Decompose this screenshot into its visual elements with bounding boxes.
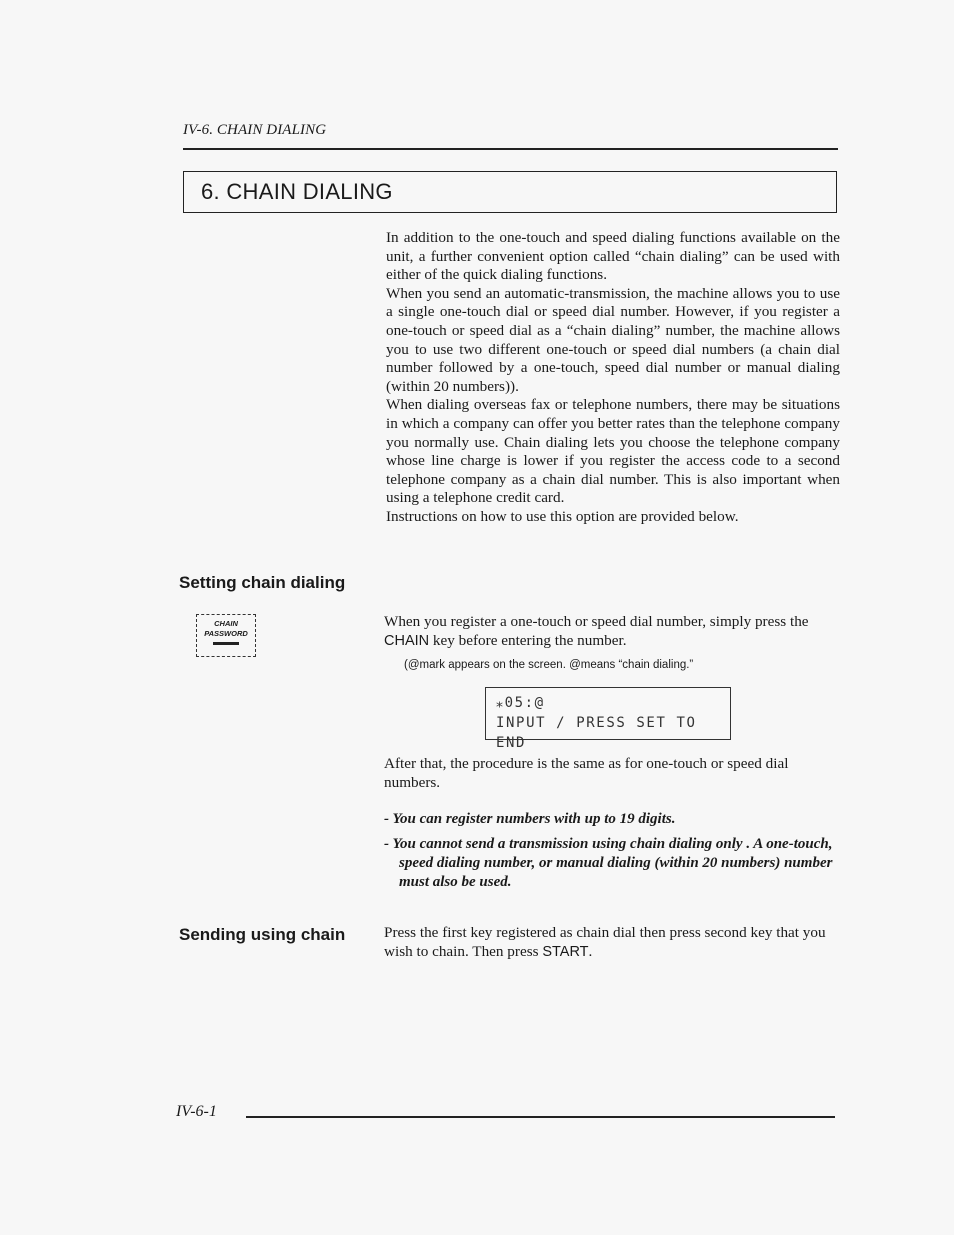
setting-text: [384, 612, 838, 651]
note-item: - You cannot send a transmission using chain dialing only . A one-touch, speed dialing number, or manual dialing (within 20 numbers) number must also be used.: [384, 836, 833, 890]
after-text: After that, the procedure is the same as for one-touch or speed dial numbers.: [384, 755, 789, 791]
intro-paragraph: When dialing overseas fax or telephone numbers, there may be situations in which a company can offer you better rates than the telephone company you normally use. Chain dialing lets you choose the telephone company whose line charge is lower if you register the access code to a second telephone company as a chain dial number. This is also important when using a telephone credit card.: [386, 396, 840, 507]
header-rule: [183, 148, 838, 150]
footer-rule: [246, 1116, 835, 1118]
lcd-display: [485, 687, 731, 751]
intro-paragraph: When you send an automatic-transmission, the machine allows you to use a single one-touch dial or speed dial number. However, if you register a one-touch or speed dial as a “chain dialing” number, the machine allows you to use two different one-touch or speed dial numbers (a chain dial number followed by a one-touch, speed dial number or manual dialing (within 20 numbers)).: [386, 284, 840, 395]
screen-note: (@mark appears on the screen. @means “chain dialing.”: [404, 659, 694, 671]
key-label-password: PASSWORD: [204, 629, 248, 638]
lcd-line-1: ⁎05:@: [496, 695, 545, 711]
chain-password-key-icon: [196, 614, 256, 657]
key-bar: [213, 642, 239, 645]
intro-text: [386, 229, 840, 527]
sending-chain-heading: Sending using chain: [179, 925, 346, 944]
chapter-title-box: [183, 171, 837, 213]
setting-instructions: [384, 612, 838, 651]
chapter-title: 6. CHAIN DIALING: [201, 179, 393, 204]
notes-list: [384, 810, 840, 892]
key-label-chain: CHAIN: [214, 619, 238, 628]
note-item: - You can register numbers with up to 19 digits.: [384, 811, 676, 827]
sending-text-part: .: [588, 943, 593, 960]
running-header: IV-6. CHAIN DIALING: [183, 122, 327, 138]
after-text-block: [384, 754, 838, 792]
page-number: IV-6-1: [176, 1103, 217, 1120]
setting-text-part: When you register a one-touch or speed dial number, simply press the: [384, 613, 809, 630]
sending-text: [384, 923, 838, 962]
intro-paragraph: In addition to the one-touch and speed dialing functions available on the unit, a further convenient option called “chain dialing” can be used with either of the quick dialing functions.: [386, 229, 840, 284]
sending-text-part: Press the first key registered as chain dial then press second key that you wish to chain. Then press: [384, 924, 826, 960]
setting-chain-heading: Setting chain dialing: [179, 573, 346, 592]
sending-instructions: [384, 923, 838, 962]
chain-key-name: CHAIN: [384, 633, 430, 649]
setting-text-part: key before entering the number.: [429, 632, 627, 649]
intro-paragraph: Instructions on how to use this option are provided below.: [386, 507, 739, 525]
lcd-line-2: INPUT / PRESS SET TO END: [496, 715, 697, 751]
start-key-name: START: [542, 944, 589, 960]
